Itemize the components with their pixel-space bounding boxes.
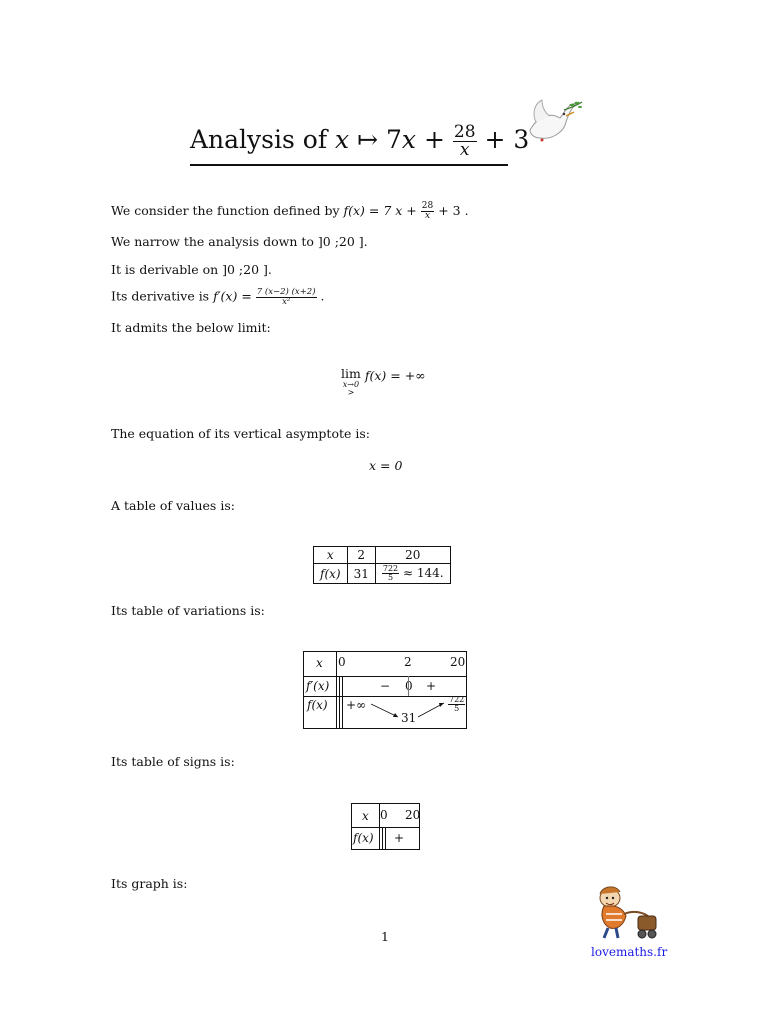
title-underline: [190, 164, 508, 166]
limit-display: lim x→0 > f(x) = +∞: [341, 366, 426, 397]
asymptote-intro: The equation of its vertical asymptote is:: [111, 426, 370, 441]
table-row: f(x) 31 $\frac{722}{5}$ ≈ 144.: [314, 564, 451, 584]
asymptote-equation: x = 0: [369, 458, 403, 473]
derivative-fraction: $\frac{7 (x-2) (x+2)}{\text{x²}}$: [256, 287, 316, 307]
variation-arrows: [304, 652, 466, 728]
graph-intro: Its graph is:: [111, 876, 188, 891]
signs-intro: Its table of signs is:: [111, 754, 235, 769]
values-intro: A table of values is:: [111, 498, 235, 513]
mascot-icon: [594, 884, 660, 940]
page-title: Analysis of x ↦ 7x + $\frac{28}{x}$ + 3: [190, 122, 530, 160]
derivable-paragraph: It is derivable on ]0 ;20 ].: [111, 262, 272, 277]
domain-paragraph: We narrow the analysis down to ]0 ;20 ].: [111, 234, 368, 249]
title-fraction: $\frac{28}{x}$: [453, 122, 476, 160]
inline-fraction: $\frac{28}{x}$: [421, 201, 434, 221]
variations-table: x 0 2 20 f′(x) − 0 + f(x) +∞ 31 $\frac{722}{5}$: [303, 651, 467, 729]
derivative-paragraph: Its derivative is f′(x) = $\frac{7 (x-2) (x+2)}{\text{x²}}$ .: [111, 287, 325, 307]
limit-intro: It admits the below limit:: [111, 320, 271, 335]
variations-intro: Its table of variations is:: [111, 603, 265, 618]
site-link[interactable]: lovemaths.fr: [591, 945, 668, 959]
page-number: 1: [381, 929, 389, 944]
table-row: x 2 20: [314, 547, 451, 564]
dove-icon: [520, 92, 584, 156]
intro-paragraph: We consider the function defined by f(x) = 7 x + $\frac{28}{x}$ + 3 .: [111, 201, 469, 221]
signs-table: x 0 20 f(x) +: [351, 803, 420, 850]
values-table: [313, 546, 451, 584]
